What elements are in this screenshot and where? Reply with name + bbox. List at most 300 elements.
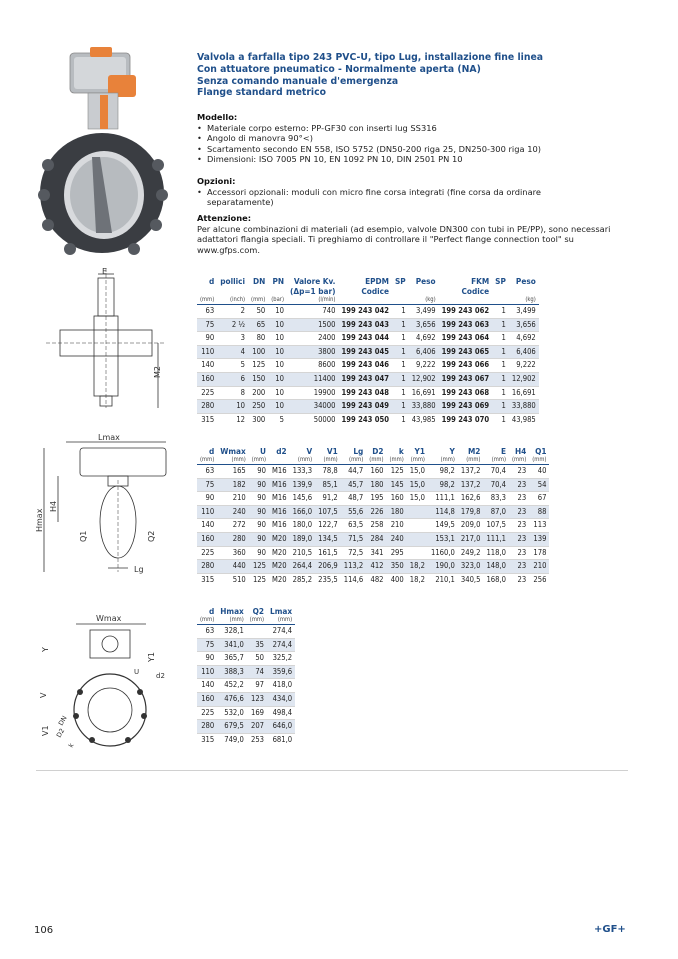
table-cell: 280: [197, 560, 217, 574]
dim-label: V: [39, 692, 48, 698]
table-cell: 412: [366, 560, 386, 574]
dim-label: d2: [156, 672, 165, 680]
table-cell: 111,1: [428, 492, 458, 506]
table-cell: 63: [197, 465, 217, 479]
table-cell: 12,902: [509, 372, 539, 386]
table-cell: 23: [509, 492, 529, 506]
table-cell: [407, 532, 428, 546]
table-row: [197, 665, 295, 679]
unit-label: (mm): [369, 457, 384, 463]
unit-label: [269, 456, 290, 465]
table-cell: 258: [366, 519, 386, 533]
modello-item: • Materiale corpo esterno: PP-GF30 con inserti lug SS316: [197, 123, 617, 134]
table-cell: 195: [366, 492, 386, 506]
table-cell: 1: [392, 345, 409, 359]
table-cell: 125: [249, 560, 269, 574]
table-cell: 125: [249, 573, 269, 586]
codes-table: [197, 276, 539, 426]
dim-label: U: [134, 668, 140, 676]
table-cell: 10: [268, 400, 287, 414]
table-cell: 166,0: [290, 505, 316, 519]
table-cell: 125: [248, 359, 268, 373]
table-cell: 1: [392, 359, 409, 373]
dim-label: H4: [49, 500, 58, 512]
table-cell: 1: [492, 359, 509, 373]
dim-label: k: [66, 741, 76, 749]
table-cell: 182: [217, 478, 249, 492]
table-cell: 1: [492, 400, 509, 414]
table-cell: 23: [509, 532, 529, 546]
header-line3: Senza comando manuale d'emergenza: [197, 75, 399, 87]
table-cell: 2: [217, 305, 248, 319]
table-cell: 8600: [287, 359, 338, 373]
table-cell: 4,692: [509, 332, 539, 346]
table-cell: 2400: [287, 332, 338, 346]
column-header: U: [260, 446, 266, 456]
unit-label: (inch): [230, 297, 246, 303]
table-cell: 3,499: [509, 305, 539, 319]
table-cell: 400: [387, 573, 407, 586]
table-cell: 63,5: [341, 519, 367, 533]
table-cell: 256: [529, 573, 549, 586]
table-cell: 90: [197, 492, 217, 506]
column-header: d: [208, 276, 215, 286]
table-cell: 153,1: [428, 532, 458, 546]
table-cell: 137,2: [458, 478, 484, 492]
table-cell: 122,7: [315, 519, 341, 533]
table-cell: 180,0: [290, 519, 316, 533]
table-cell: M20: [269, 560, 290, 574]
column-header: Lmax: [270, 606, 293, 616]
table-cell: 217,0: [458, 532, 484, 546]
table-cell: 180: [366, 478, 386, 492]
column-header: [217, 286, 248, 296]
table-cell: 179,8: [458, 505, 484, 519]
unit-label: [439, 296, 493, 305]
column-header: [509, 286, 539, 296]
table-cell: 165: [217, 465, 249, 479]
table-cell: M16: [269, 465, 290, 479]
table-cell: 139,9: [290, 478, 316, 492]
unit-label: [492, 296, 509, 305]
unit-label: (mm): [389, 457, 404, 463]
unit-label: (mm): [512, 457, 527, 463]
attenzione-section: [197, 213, 612, 255]
unit-label: (mm): [491, 457, 506, 463]
column-header: EPDM: [365, 276, 389, 286]
table-cell: 88: [529, 505, 549, 519]
table-cell: 75: [197, 318, 217, 332]
table-cell: 452,2: [217, 679, 247, 693]
table-cell: M20: [269, 532, 290, 546]
table-row: [197, 720, 295, 734]
table-cell: 87,0: [483, 505, 509, 519]
table-cell: 210,1: [428, 573, 458, 586]
table-cell: 34000: [287, 400, 338, 414]
table-cell: 274,4: [267, 625, 295, 639]
table-cell: 43,985: [409, 413, 439, 426]
table-cell: 137,2: [458, 465, 484, 479]
table-cell: 434,0: [267, 692, 295, 706]
table-cell: 45,7: [341, 478, 367, 492]
table-cell: 110: [197, 665, 217, 679]
table-cell: 23: [509, 519, 529, 533]
table-cell: 10: [268, 318, 287, 332]
table-cell: 113,2: [341, 560, 367, 574]
table-cell: 90: [249, 546, 269, 560]
column-header: Q1: [535, 446, 547, 456]
attenzione-text: Per alcune combinazioni di materiali (ad esempio, valvole DN300 con tubi in PE/PP), sono necessari adattatori flangia speciali. Ti preghiamo di controllare il "Perfect flange connection tool" su www.gfps.com.: [197, 223, 611, 255]
table-cell: 360: [217, 546, 249, 560]
table-cell: 10: [217, 400, 248, 414]
table-cell: 90: [249, 505, 269, 519]
table-cell: 3,656: [409, 318, 439, 332]
table-cell: 285,2: [290, 573, 316, 586]
column-header: Hmax: [220, 606, 244, 616]
table-cell: 199 243 043: [338, 318, 392, 332]
table-cell: 110: [197, 345, 217, 359]
table-cell: 300: [248, 413, 268, 426]
table-cell: 199 243 050: [338, 413, 392, 426]
table-cell: 532,0: [217, 706, 247, 720]
table-row: [197, 400, 539, 414]
table-cell: 107,5: [315, 505, 341, 519]
table-cell: 225: [197, 386, 217, 400]
table-cell: 145,6: [290, 492, 316, 506]
table-cell: 199 243 046: [338, 359, 392, 373]
table-cell: 90: [249, 532, 269, 546]
unit-label: (mm): [349, 457, 364, 463]
table-row: [197, 625, 295, 639]
column-header: E: [500, 446, 506, 456]
drawing-side-view: [36, 268, 176, 418]
table-cell: 149,5: [428, 519, 458, 533]
column-header: [197, 286, 217, 296]
page-number: 106: [34, 925, 54, 936]
table-cell: 15,0: [407, 465, 428, 479]
column-header: FKM: [471, 276, 490, 286]
unit-label: (kg): [425, 297, 436, 303]
column-header: Wmax: [220, 446, 246, 456]
table-cell: 280: [197, 720, 217, 734]
drawing-front-view: [36, 432, 186, 582]
table-cell: 365,7: [217, 652, 247, 666]
column-header: [409, 286, 439, 296]
table-cell: 16,691: [409, 386, 439, 400]
table-cell: 199 243 048: [338, 386, 392, 400]
overall-table: [197, 606, 295, 746]
column-header: [248, 286, 268, 296]
table-cell: 1: [492, 318, 509, 332]
table-cell: 90: [249, 478, 269, 492]
table-cell: 44,7: [341, 465, 367, 479]
header-line4: Flange standard metrico: [197, 87, 327, 99]
table-cell: 476,6: [217, 692, 247, 706]
table-cell: 50000: [287, 413, 338, 426]
table-cell: 145: [387, 478, 407, 492]
table-cell: 359,6: [267, 665, 295, 679]
table-row: [197, 505, 549, 519]
table-cell: 440: [217, 560, 249, 574]
table-cell: 240: [387, 532, 407, 546]
table-cell: 1: [492, 305, 509, 319]
table-cell: 161,5: [315, 546, 341, 560]
table-cell: 4: [217, 345, 248, 359]
column-header: Codice: [361, 286, 389, 296]
column-header: SP: [495, 276, 506, 286]
table-cell: 341,0: [217, 638, 247, 652]
unit-label: (mm): [231, 457, 246, 463]
table-cell: 210: [217, 492, 249, 506]
modello-item: • Dimensioni: ISO 7005 PN 10, EN 1092 PN 10, DIN 2501 PN 10: [197, 154, 617, 165]
modello-item: • Angolo di manovra 90°<): [197, 133, 617, 144]
table-cell: 1: [492, 332, 509, 346]
table-cell: 78,8: [315, 465, 341, 479]
table-cell: 10: [268, 332, 287, 346]
table-cell: 48,7: [341, 492, 367, 506]
table-cell: 679,5: [217, 720, 247, 734]
column-header: Codice: [461, 286, 490, 296]
table-cell: 1: [392, 305, 409, 319]
table-cell: 274,4: [267, 638, 295, 652]
table-cell: 98,2: [428, 465, 458, 479]
table-cell: 74: [247, 665, 267, 679]
table-cell: 1: [392, 413, 409, 426]
table-row: [197, 413, 539, 426]
table-cell: 1160,0: [428, 546, 458, 560]
table-cell: 340,5: [458, 573, 484, 586]
table-cell: 16,691: [509, 386, 539, 400]
table-row: [197, 733, 295, 746]
table-cell: 1: [392, 332, 409, 346]
table-cell: 498,4: [267, 706, 295, 720]
table-cell: 23: [509, 560, 529, 574]
table-cell: 249,2: [458, 546, 484, 560]
opzioni-title: Opzioni:: [197, 176, 236, 186]
unit-label: (l/min): [318, 297, 336, 303]
modello-title: Modello:: [197, 112, 238, 122]
dim-label: E: [102, 267, 108, 276]
table-cell: 5: [268, 413, 287, 426]
table-cell: 83,3: [483, 492, 509, 506]
column-header: V: [306, 446, 313, 456]
table-row: [197, 706, 295, 720]
table-cell: 90: [249, 465, 269, 479]
table-row: [197, 652, 295, 666]
column-header: Y: [449, 446, 455, 456]
table-cell: 15,0: [407, 492, 428, 506]
table-cell: 118,0: [483, 546, 509, 560]
table-cell: 18,2: [407, 573, 428, 586]
drawing-top-view: [36, 612, 186, 752]
dim-label: Lmax: [98, 433, 120, 442]
table-cell: [247, 625, 267, 639]
dim-label: Hmax: [35, 508, 44, 532]
table-cell: 10: [268, 359, 287, 373]
table-cell: 250: [248, 400, 268, 414]
table-cell: 315: [197, 573, 217, 586]
table-cell: 23: [509, 505, 529, 519]
table-cell: 11400: [287, 372, 338, 386]
table-cell: 189,0: [290, 532, 316, 546]
table-cell: 4,692: [409, 332, 439, 346]
table-row: [197, 332, 539, 346]
table-cell: 23: [509, 465, 529, 479]
table-row: [197, 692, 295, 706]
table-row: [197, 305, 539, 319]
table-cell: 315: [197, 413, 217, 426]
column-header: Peso: [515, 276, 536, 286]
table-cell: 100: [248, 345, 268, 359]
table-cell: 160: [197, 692, 217, 706]
table-cell: 3,499: [409, 305, 439, 319]
table-cell: 72,5: [341, 546, 367, 560]
table-cell: 160: [197, 532, 217, 546]
table-cell: 162,6: [458, 492, 484, 506]
table-cell: 107,5: [483, 519, 509, 533]
table-row: [197, 465, 549, 479]
column-header: Y1: [414, 446, 425, 456]
unit-label: (mm): [466, 457, 481, 463]
table-cell: 63: [197, 625, 217, 639]
table-cell: M16: [269, 505, 290, 519]
unit-label: (mm): [249, 617, 265, 623]
dim-label: Q2: [147, 530, 156, 542]
table-cell: 33,880: [509, 400, 539, 414]
table-cell: M16: [269, 492, 290, 506]
unit-label: (mm): [251, 457, 266, 463]
product-photo: [30, 45, 180, 260]
dimensions-table: [197, 446, 549, 586]
table-cell: 50: [247, 652, 267, 666]
table-cell: 85,1: [315, 478, 341, 492]
dim-label: DN: [56, 714, 69, 727]
table-dimensions: [197, 446, 549, 586]
table-cell: 681,0: [267, 733, 295, 746]
product-header: [197, 52, 637, 99]
table-cell: 646,0: [267, 720, 295, 734]
table-cell: 10: [268, 372, 287, 386]
table-cell: 67: [529, 492, 549, 506]
table-cell: 264,4: [290, 560, 316, 574]
dim-label: V1: [41, 725, 50, 736]
table-cell: 5: [217, 359, 248, 373]
table-cell: 113: [529, 519, 549, 533]
column-header: k: [398, 446, 404, 456]
column-header: [492, 286, 509, 296]
attenzione-title: Attenzione:: [197, 213, 252, 223]
table-cell: 70,4: [483, 465, 509, 479]
table-cell: 418,0: [267, 679, 295, 693]
unit-label: [392, 296, 409, 305]
table-cell: 50: [248, 305, 268, 319]
table-cell: 23: [509, 478, 529, 492]
dim-label: M2: [153, 366, 162, 378]
column-header: Peso: [415, 276, 436, 286]
column-header: pollici: [220, 276, 246, 286]
unit-label: (mm): [200, 617, 215, 623]
table-cell: 199 243 066: [439, 359, 493, 373]
table-cell: 280: [197, 400, 217, 414]
table-cell: 91,2: [315, 492, 341, 506]
table-cell: 6,406: [509, 345, 539, 359]
table-cell: 240: [217, 505, 249, 519]
table-cell: 168,0: [483, 573, 509, 586]
table-row: [197, 573, 549, 586]
table-cell: 210: [529, 560, 549, 574]
table-cell: 140: [197, 359, 217, 373]
column-header: d2: [276, 446, 287, 456]
table-row: [197, 560, 549, 574]
table-cell: 199 243 047: [338, 372, 392, 386]
table-cell: 140: [197, 679, 217, 693]
table-row: [197, 679, 295, 693]
table-cell: 209,0: [458, 519, 484, 533]
table-cell: 150: [248, 372, 268, 386]
table-cell: 169: [247, 706, 267, 720]
table-cell: 10: [268, 305, 287, 319]
table-cell: 350: [387, 560, 407, 574]
table-cell: 199 243 044: [338, 332, 392, 346]
header-line1: Valvola a farfalla tipo 243 PVC-U, tipo Lug, installazione fine linea: [197, 52, 544, 63]
table-cell: [407, 505, 428, 519]
table-cell: 1: [392, 400, 409, 414]
table-cell: 199 243 064: [439, 332, 493, 346]
table-cell: 740: [287, 305, 338, 319]
table-cell: 6,406: [409, 345, 439, 359]
table-cell: 206,9: [315, 560, 341, 574]
table-cell: 226: [366, 505, 386, 519]
table-row: [197, 519, 549, 533]
unit-label: (mm): [200, 457, 215, 463]
unit-label: (mm): [200, 297, 215, 303]
modello-section: [197, 112, 617, 165]
table-cell: 40: [529, 465, 549, 479]
table-cell: 12,902: [409, 372, 439, 386]
table-cell: 35: [247, 638, 267, 652]
table-row: [197, 359, 539, 373]
column-header: DN: [252, 276, 266, 286]
table-cell: 341: [366, 546, 386, 560]
table-cell: 199 243 068: [439, 386, 493, 400]
table-cell: 18,2: [407, 560, 428, 574]
column-header: H4: [514, 446, 527, 456]
table-cell: 225: [197, 706, 217, 720]
table-cell: 749,0: [217, 733, 247, 746]
table-cell: 55,6: [341, 505, 367, 519]
table-cell: 1: [392, 372, 409, 386]
column-header: SP: [395, 276, 406, 286]
table-cell: 210,5: [290, 546, 316, 560]
table-cell: 2 ½: [217, 318, 248, 332]
table-row: [197, 532, 549, 546]
table-cell: 3: [217, 332, 248, 346]
dim-label: Q1: [79, 530, 88, 542]
table-cell: 10: [268, 386, 287, 400]
table-cell: 325,2: [267, 652, 295, 666]
table-cell: 199 243 063: [439, 318, 493, 332]
dim-label: Wmax: [96, 614, 122, 623]
table-cell: 90: [197, 652, 217, 666]
table-cell: 148,0: [483, 560, 509, 574]
table-cell: 1: [392, 318, 409, 332]
unit-label: (mm): [297, 457, 313, 463]
unit-label: (mm): [277, 617, 293, 623]
table-cell: [407, 546, 428, 560]
table-cell: M20: [269, 546, 290, 560]
table-cell: 19900: [287, 386, 338, 400]
table-cell: M20: [269, 573, 290, 586]
